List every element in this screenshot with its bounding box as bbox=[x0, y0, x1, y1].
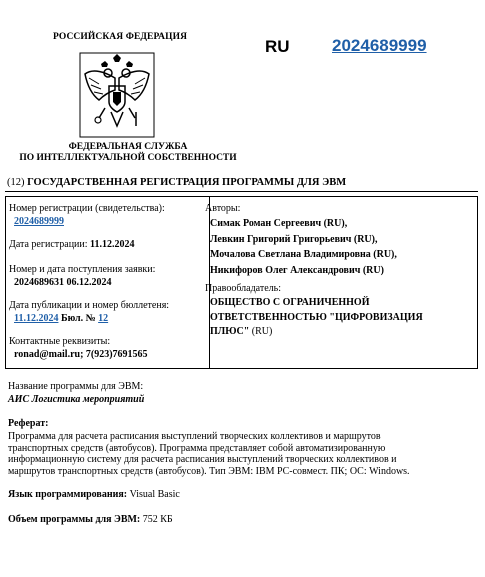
language-row bbox=[8, 489, 180, 500]
bulletin-label: Бюл. № bbox=[60, 313, 96, 324]
holder-name bbox=[210, 296, 423, 340]
holder-country: (RU) bbox=[251, 326, 273, 337]
publication-row bbox=[14, 313, 108, 324]
authors-list bbox=[210, 216, 397, 278]
agency-name bbox=[18, 142, 238, 164]
document-title bbox=[7, 177, 346, 188]
reg-date-value: 11.12.2024 bbox=[90, 239, 135, 250]
size-label: Объем программы для ЭВМ: bbox=[8, 514, 141, 525]
publication-label: Дата публикации и номер бюллетеня: bbox=[9, 300, 170, 311]
reg-number-link[interactable]: 2024689999 bbox=[14, 216, 64, 227]
application-value: 2024689631 06.12.2024 bbox=[14, 277, 112, 288]
bulletin-number-link[interactable]: 12 bbox=[98, 313, 109, 324]
title-code: (12) bbox=[7, 177, 25, 188]
language-label: Язык программирования: bbox=[8, 489, 128, 500]
reg-date-label: Дата регистрации: bbox=[9, 239, 88, 250]
author-item: Никифоров Олег Александрович (RU) bbox=[210, 264, 384, 276]
abstract-text bbox=[8, 431, 476, 477]
document-number-link[interactable]: 2024689999 bbox=[332, 36, 427, 55]
abstract-line: маршрутов транспортных средств (автобусов). Тип ЭВМ: IBM PC-совмест. ПК; ОС: Windows. bbox=[8, 465, 410, 477]
holder-label: Правообладатель: bbox=[205, 283, 281, 294]
author-item: Левкин Григорий Григорьевич (RU), bbox=[210, 233, 378, 245]
country-name: РОССИЙСКАЯ ФЕДЕРАЦИЯ bbox=[53, 32, 188, 42]
bibliographic-table bbox=[5, 196, 478, 369]
program-name-label: Название программы для ЭВМ: bbox=[8, 381, 144, 392]
author-item: Мочалова Светлана Владимировна (RU), bbox=[210, 249, 397, 260]
coat-of-arms-emblem bbox=[79, 52, 155, 138]
publication-date-link[interactable]: 11.12.2024 bbox=[14, 313, 59, 324]
abstract-line: информационную систему для расчета расписания выступлений творческих коллективов и bbox=[8, 454, 397, 465]
size-row bbox=[8, 514, 173, 525]
divider bbox=[5, 191, 478, 192]
contacts-value: ronad@mail.ru; 7(923)7691565 bbox=[14, 349, 148, 360]
agency-line-2: ПО ИНТЕЛЛЕКТУАЛЬНОЙ СОБСТВЕННОСТИ bbox=[19, 153, 237, 163]
holder-line-last: ПЛЮС" (RU) bbox=[210, 326, 273, 337]
reg-number-label: Номер регистрации (свидетельства): bbox=[9, 203, 165, 214]
abstract-line: транспортных средств (автобусов). Программа представляет собой автоматизированную bbox=[8, 442, 386, 454]
program-name: АИС Логистика мероприятий bbox=[8, 394, 145, 405]
size-value: 752 КБ bbox=[142, 514, 173, 525]
reg-date-row bbox=[9, 239, 134, 250]
holder-line: ОТВЕТСТВЕННОСТЬЮ "ЦИФРОВИЗАЦИЯ bbox=[210, 311, 423, 323]
abstract-label: Реферат: bbox=[8, 418, 49, 429]
title-text: ГОСУДАРСТВЕННАЯ РЕГИСТРАЦИЯ ПРОГРАММЫ ДЛЯ ЭВМ bbox=[27, 177, 347, 188]
country-code: RU bbox=[265, 37, 290, 56]
authors-label: Авторы: bbox=[205, 203, 241, 214]
contacts-label: Контактные реквизиты: bbox=[9, 336, 111, 347]
application-label: Номер и дата поступления заявки: bbox=[9, 264, 156, 275]
author-item: Симак Роман Сергеевич (RU), bbox=[210, 218, 348, 229]
holder-line: ОБЩЕСТВО С ОГРАНИЧЕННОЙ bbox=[210, 297, 370, 308]
agency-line-1: ФЕДЕРАЛЬНАЯ СЛУЖБА bbox=[68, 142, 188, 152]
language-value: Visual Basic bbox=[129, 489, 180, 500]
abstract-line: Программа для расчета расписания выступлений творческих коллективов и маршрутов bbox=[8, 431, 381, 442]
